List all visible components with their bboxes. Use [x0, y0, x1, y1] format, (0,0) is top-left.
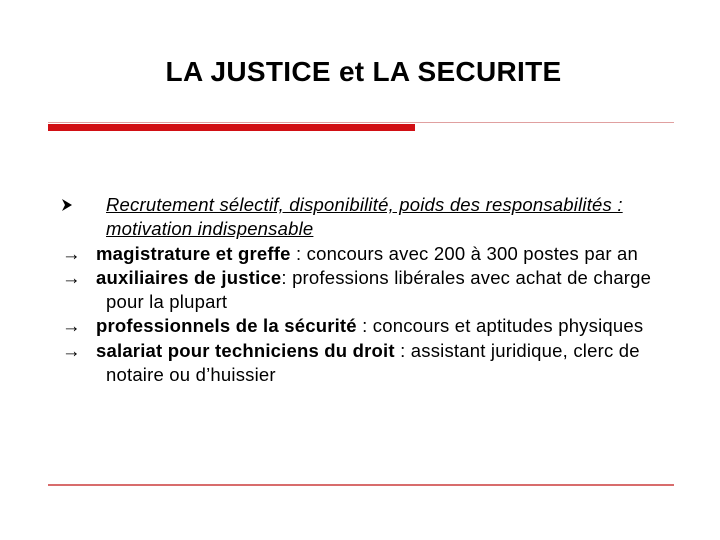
slide-title: LA JUSTICE et LA SECURITE — [165, 56, 562, 87]
slide-body — [62, 193, 682, 387]
right-arrow-icon: → — [62, 315, 81, 337]
list-item — [62, 339, 682, 388]
bullet-text: Recrutement sélectif, disponibilité, poids des responsabilités : motivation indispensable — [106, 194, 623, 240]
right-arrow-icon: → — [62, 339, 81, 361]
right-arrow-icon: → — [62, 266, 81, 288]
bullet-item — [62, 193, 682, 242]
list-item — [62, 242, 682, 266]
right-arrow-icon: → — [62, 242, 81, 264]
arrowhead-bullet-icon — [62, 199, 72, 211]
title-divider-accent — [48, 124, 415, 131]
item-heading: magistrature et greffe — [96, 242, 291, 264]
item-description: : concours et aptitudes physiques — [356, 315, 644, 337]
item-description: : assistant juridique, clerc de notaire ou d’huissier — [106, 339, 640, 386]
footer-divider — [48, 484, 674, 486]
list-item — [62, 314, 682, 338]
title-divider-thin — [48, 122, 674, 123]
item-heading: salariat pour techniciens du droit — [96, 339, 395, 361]
item-heading: professionnels de la sécurité — [96, 315, 357, 337]
list-item — [62, 266, 682, 315]
item-heading: auxiliaires de justice — [96, 266, 282, 288]
item-description: : concours avec 200 à 300 postes par an — [290, 242, 638, 264]
item-description: : professions libérales avec achat de charge pour la plupart — [106, 266, 652, 313]
